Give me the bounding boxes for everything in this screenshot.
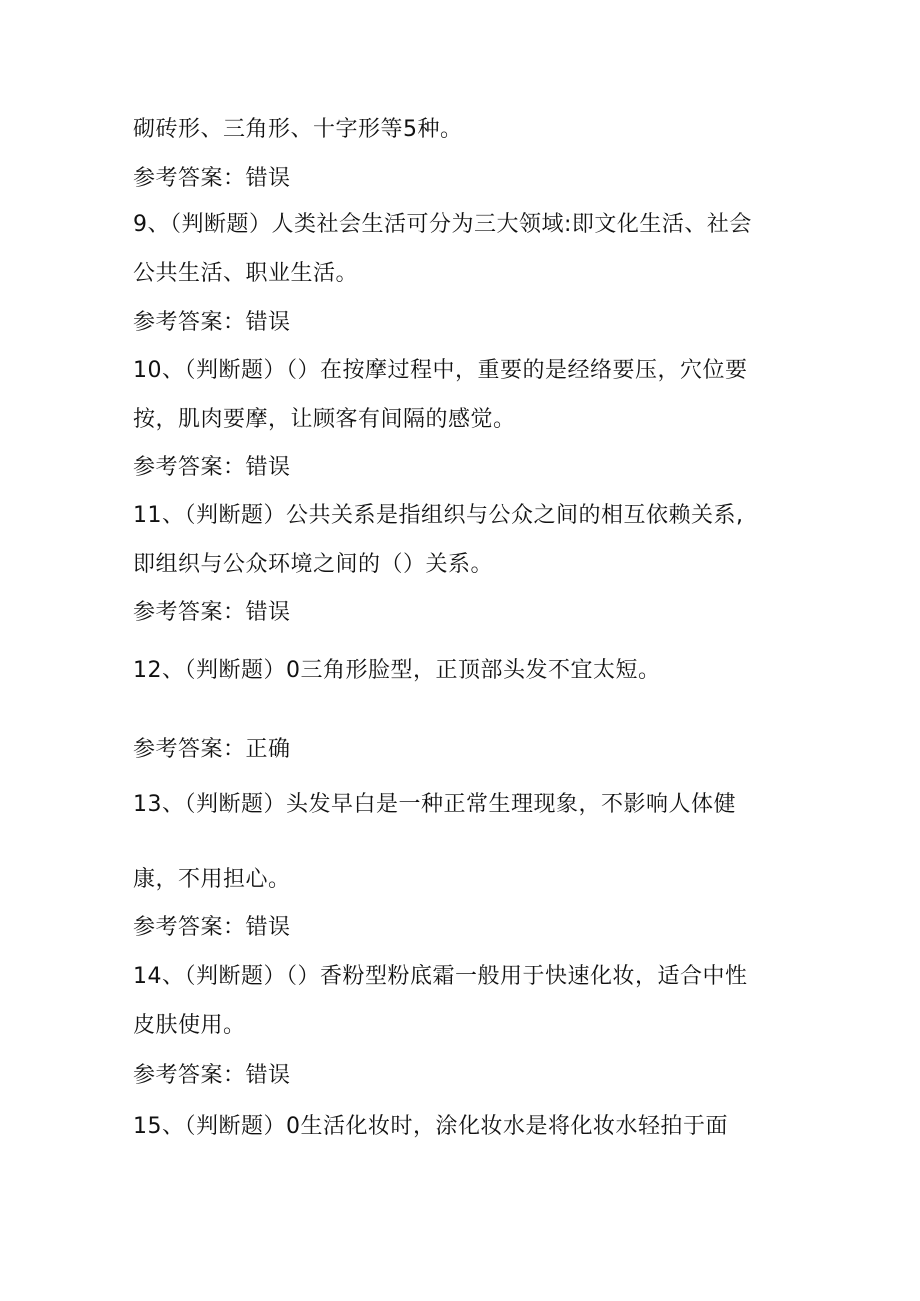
question-9: 9、（判断题）人类社会生活可分为三大领域:即文化生活、社会 bbox=[133, 212, 752, 237]
answer-line: 参考答案：错误 bbox=[133, 600, 291, 625]
question-15: 15、（判断题）0生活化妆时，涂化妆水是将化妆水轻拍于面 bbox=[133, 1114, 728, 1139]
answer-line: 参考答案：错误 bbox=[133, 310, 291, 335]
question-10: 10、（判断题）（）在按摩过程中，重要的是经络要压，穴位要 bbox=[133, 358, 748, 383]
answer-line: 参考答案：错误 bbox=[133, 915, 291, 940]
answer-line: 参考答案：正确 bbox=[133, 737, 291, 762]
question-14-cont: 皮肤使用。 bbox=[133, 1013, 246, 1038]
question-12: 12、（判断题）0三角形脸型，正顶部头发不宜太短。 bbox=[133, 658, 661, 683]
answer-line: 参考答案：错误 bbox=[133, 1063, 291, 1088]
answer-line: 参考答案：错误 bbox=[133, 455, 291, 480]
question-14: 14、（判断题）（）香粉型粉底霜一般用于快速化妆，适合中性 bbox=[133, 964, 748, 989]
answer-line: 参考答案：错误 bbox=[133, 166, 291, 191]
question-13: 13、（判断题）头发早白是一种正常生理现象，不影响人体健 bbox=[133, 792, 736, 817]
question-9-cont: 公共生活、职业生活。 bbox=[133, 261, 359, 286]
question-11-cont: 即组织与公众环境之间的（）关系。 bbox=[133, 552, 494, 577]
text-line: 砌砖形、三角形、十字形等5种。 bbox=[133, 117, 463, 142]
question-11: 11、（判断题）公共关系是指组织与公众之间的相互依赖关系, bbox=[133, 503, 744, 528]
question-10-cont: 按，肌肉要摩，让顾客有间隔的感觉。 bbox=[133, 407, 516, 432]
question-13-cont: 康，不用担心。 bbox=[133, 867, 291, 892]
